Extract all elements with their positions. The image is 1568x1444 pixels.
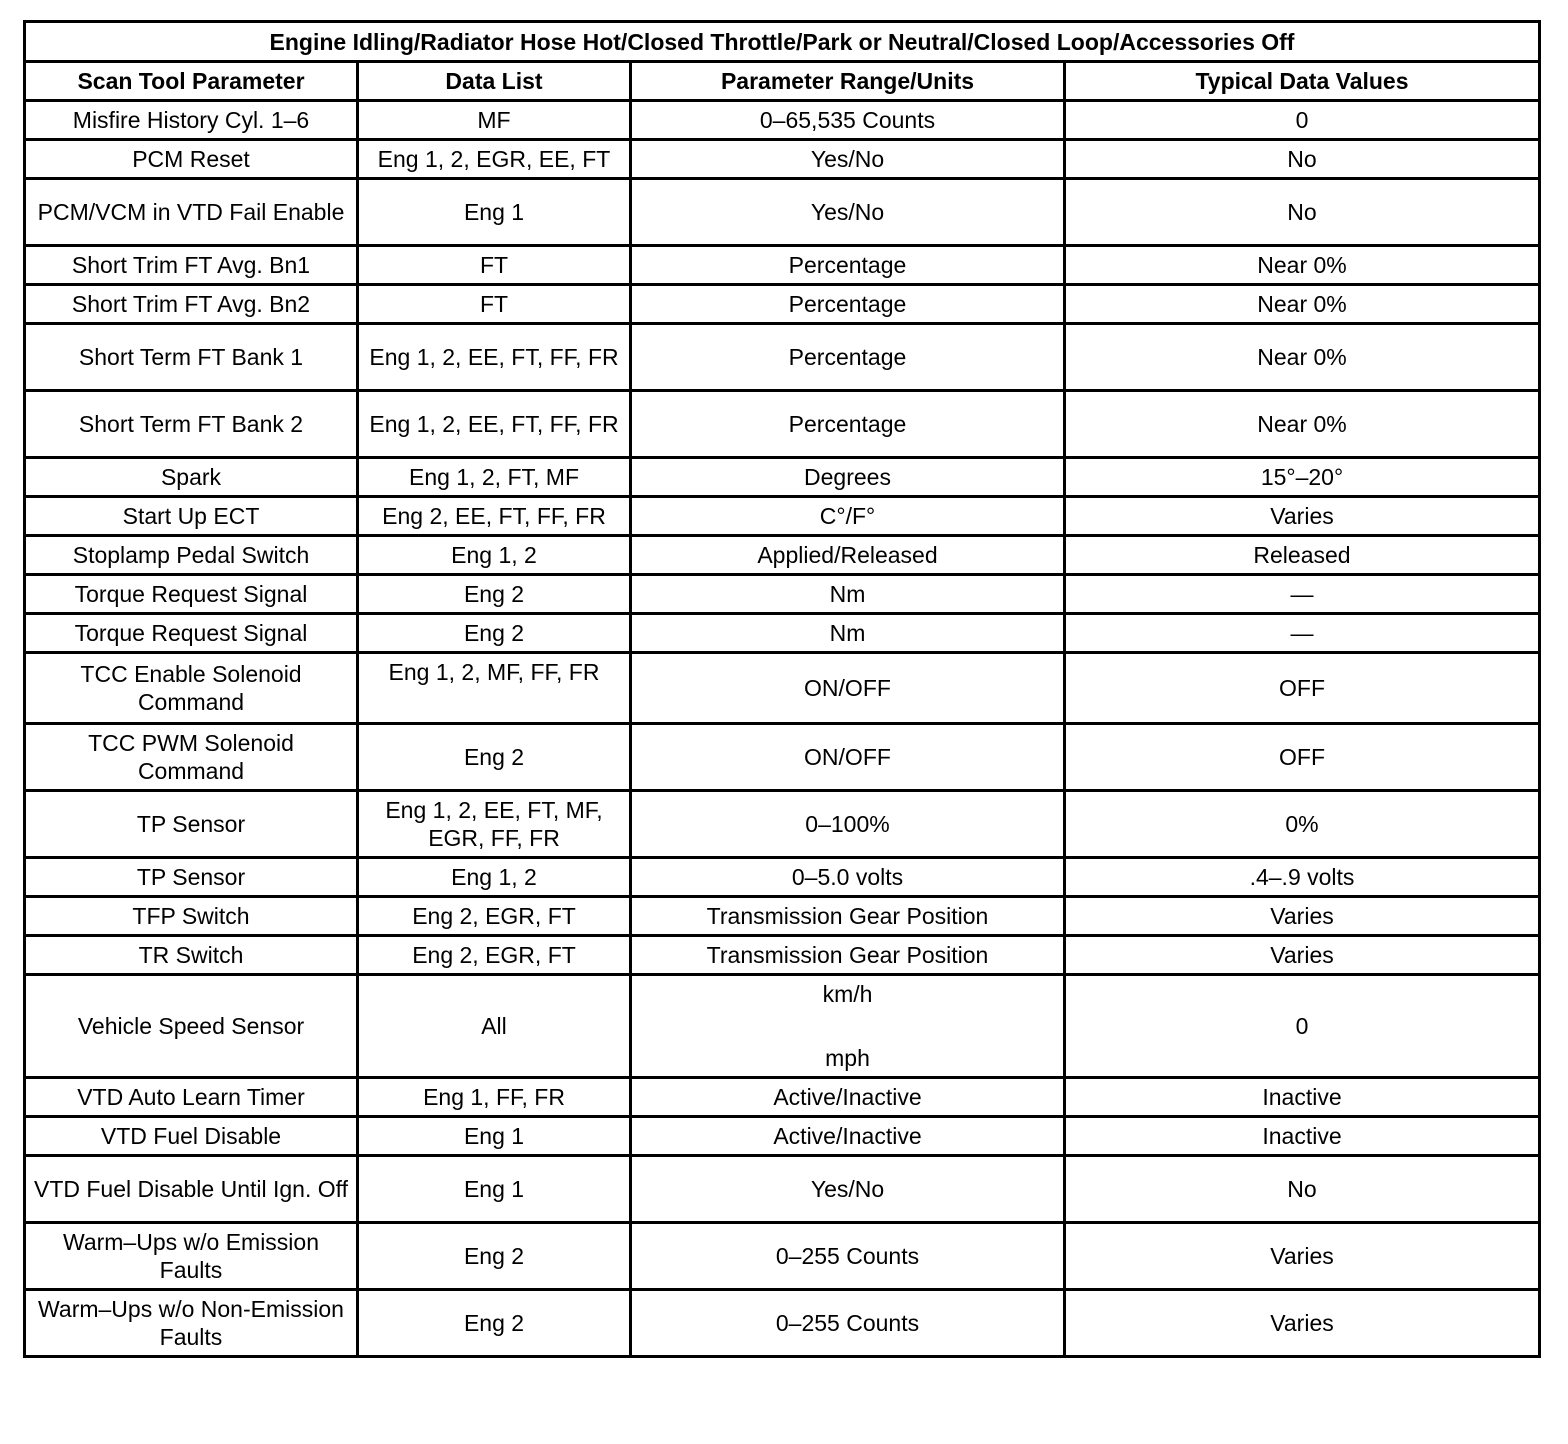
cell-range-units: Yes/No <box>631 1156 1065 1223</box>
cell-data-list: Eng 1, 2 <box>358 536 631 575</box>
cell-typical-value: 0% <box>1065 791 1540 858</box>
cell-parameter: Stoplamp Pedal Switch <box>25 536 358 575</box>
cell-typical-value: OFF <box>1065 724 1540 791</box>
cell-parameter: VTD Fuel Disable <box>25 1117 358 1156</box>
table-row <box>25 614 1540 653</box>
scan-tool-data-document <box>23 20 1538 1358</box>
cell-typical-value: Varies <box>1065 1290 1540 1357</box>
cell-range-units: Percentage <box>631 285 1065 324</box>
cell-data-list: Eng 2, EE, FT, FF, FR <box>358 497 631 536</box>
cell-data-list: Eng 1, 2, MF, FF, FR <box>358 653 631 724</box>
cell-parameter: Start Up ECT <box>25 497 358 536</box>
cell-data-list: FT <box>358 246 631 285</box>
cell-range-units: Nm <box>631 575 1065 614</box>
cell-typical-value: No <box>1065 1156 1540 1223</box>
table-row <box>25 179 1540 246</box>
table-row <box>25 391 1540 458</box>
cell-range-units: 0–5.0 volts <box>631 858 1065 897</box>
cell-data-list: Eng 2, EGR, FT <box>358 936 631 975</box>
column-header-range-units: Parameter Range/Units <box>631 62 1065 101</box>
column-header-typical-values: Typical Data Values <box>1065 62 1540 101</box>
cell-data-list: Eng 1 <box>358 179 631 246</box>
cell-range-units: 0–100% <box>631 791 1065 858</box>
cell-typical-value: 0 <box>1065 101 1540 140</box>
cell-typical-value: No <box>1065 179 1540 246</box>
table-row <box>25 858 1540 897</box>
cell-parameter: VTD Auto Learn Timer <box>25 1078 358 1117</box>
cell-typical-value: Inactive <box>1065 1078 1540 1117</box>
cell-typical-value: Near 0% <box>1065 391 1540 458</box>
cell-range-units: Transmission Gear Position <box>631 897 1065 936</box>
cell-parameter: TP Sensor <box>25 791 358 858</box>
cell-parameter: Warm–Ups w/o Emission Faults <box>25 1223 358 1290</box>
cell-parameter: Short Trim FT Avg. Bn2 <box>25 285 358 324</box>
cell-range-units: Active/Inactive <box>631 1078 1065 1117</box>
cell-parameter: Spark <box>25 458 358 497</box>
cell-data-list: Eng 2, EGR, FT <box>358 897 631 936</box>
cell-range-units: 0–255 Counts <box>631 1223 1065 1290</box>
cell-data-list: Eng 2 <box>358 575 631 614</box>
table-title-row <box>25 22 1540 62</box>
cell-parameter: TCC PWM Solenoid Command <box>25 724 358 791</box>
cell-data-list: Eng 1 <box>358 1117 631 1156</box>
table-row <box>25 536 1540 575</box>
table-row <box>25 653 1540 724</box>
cell-data-list: Eng 2 <box>358 1223 631 1290</box>
cell-data-list: Eng 2 <box>358 614 631 653</box>
cell-parameter: Warm–Ups w/o Non-Emission Faults <box>25 1290 358 1357</box>
cell-range-units: Percentage <box>631 324 1065 391</box>
cell-range-units: Applied/Released <box>631 536 1065 575</box>
table-row <box>25 1078 1540 1117</box>
table-row <box>25 724 1540 791</box>
column-header-data-list: Data List <box>358 62 631 101</box>
table-row <box>25 324 1540 391</box>
cell-parameter: PCM Reset <box>25 140 358 179</box>
table-row <box>25 458 1540 497</box>
cell-parameter: Torque Request Signal <box>25 575 358 614</box>
cell-typical-value: OFF <box>1065 653 1540 724</box>
cell-parameter: Short Trim FT Avg. Bn1 <box>25 246 358 285</box>
cell-range-units: Percentage <box>631 246 1065 285</box>
cell-range-units: Yes/No <box>631 140 1065 179</box>
cell-parameter: TCC Enable Solenoid Command <box>25 653 358 724</box>
cell-typical-value: Inactive <box>1065 1117 1540 1156</box>
cell-range-units <box>631 975 1065 1078</box>
table-body <box>25 101 1540 1357</box>
cell-parameter: Torque Request Signal <box>25 614 358 653</box>
table-row <box>25 1156 1540 1223</box>
cell-range-units: Percentage <box>631 391 1065 458</box>
cell-typical-value: — <box>1065 614 1540 653</box>
cell-typical-value: — <box>1065 575 1540 614</box>
cell-data-list: Eng 1 <box>358 1156 631 1223</box>
cell-range-units: Yes/No <box>631 179 1065 246</box>
cell-typical-value: Varies <box>1065 897 1540 936</box>
cell-data-list: Eng 1, FF, FR <box>358 1078 631 1117</box>
cell-typical-value: Near 0% <box>1065 324 1540 391</box>
cell-data-list: Eng 2 <box>358 1290 631 1357</box>
cell-range-units: 0–65,535 Counts <box>631 101 1065 140</box>
cell-data-list: Eng 1, 2, EE, FT, FF, FR <box>358 324 631 391</box>
column-header-parameter: Scan Tool Parameter <box>25 62 358 101</box>
cell-data-list: Eng 1, 2, FT, MF <box>358 458 631 497</box>
cell-data-list: MF <box>358 101 631 140</box>
cell-parameter: TP Sensor <box>25 858 358 897</box>
cell-data-list: Eng 1, 2 <box>358 858 631 897</box>
scan-tool-data-table <box>23 20 1541 1358</box>
cell-typical-value: Near 0% <box>1065 285 1540 324</box>
cell-parameter: TFP Switch <box>25 897 358 936</box>
cell-parameter: PCM/VCM in VTD Fail Enable <box>25 179 358 246</box>
cell-data-list: Eng 2 <box>358 724 631 791</box>
cell-data-list: All <box>358 975 631 1078</box>
table-row <box>25 140 1540 179</box>
table-row <box>25 575 1540 614</box>
cell-parameter: Vehicle Speed Sensor <box>25 975 358 1078</box>
cell-typical-value: Released <box>1065 536 1540 575</box>
column-header-row <box>25 62 1540 101</box>
speed-units-stack <box>638 980 1057 1072</box>
cell-typical-value: Near 0% <box>1065 246 1540 285</box>
cell-range-units: 0–255 Counts <box>631 1290 1065 1357</box>
table-row <box>25 791 1540 858</box>
table-row <box>25 246 1540 285</box>
cell-parameter: VTD Fuel Disable Until Ign. Off <box>25 1156 358 1223</box>
table-row <box>25 1290 1540 1357</box>
cell-range-units: ON/OFF <box>631 653 1065 724</box>
table-row <box>25 1117 1540 1156</box>
cell-data-list: Eng 1, 2, EE, FT, MF, EGR, FF, FR <box>358 791 631 858</box>
cell-typical-value: Varies <box>1065 1223 1540 1290</box>
unit-mph: mph <box>825 1045 870 1071</box>
table-title: Engine Idling/Radiator Hose Hot/Closed Throttle/Park or Neutral/Closed Loop/Accessories Off <box>25 22 1540 62</box>
cell-parameter: Short Term FT Bank 2 <box>25 391 358 458</box>
table-row <box>25 497 1540 536</box>
cell-typical-value: 15°–20° <box>1065 458 1540 497</box>
cell-range-units: Nm <box>631 614 1065 653</box>
table-row <box>25 897 1540 936</box>
cell-range-units: ON/OFF <box>631 724 1065 791</box>
cell-parameter: Misfire History Cyl. 1–6 <box>25 101 358 140</box>
table-row <box>25 1223 1540 1290</box>
cell-range-units: Degrees <box>631 458 1065 497</box>
cell-range-units: Active/Inactive <box>631 1117 1065 1156</box>
cell-parameter: Short Term FT Bank 1 <box>25 324 358 391</box>
cell-data-list: FT <box>358 285 631 324</box>
unit-kmh: km/h <box>822 981 873 1007</box>
table-row <box>25 975 1540 1078</box>
cell-typical-value: 0 <box>1065 975 1540 1078</box>
cell-typical-value: Varies <box>1065 497 1540 536</box>
table-row <box>25 101 1540 140</box>
cell-data-list: Eng 1, 2, EE, FT, FF, FR <box>358 391 631 458</box>
cell-data-list: Eng 1, 2, EGR, EE, FT <box>358 140 631 179</box>
cell-typical-value: Varies <box>1065 936 1540 975</box>
table-row <box>25 936 1540 975</box>
table-row <box>25 285 1540 324</box>
cell-range-units: Transmission Gear Position <box>631 936 1065 975</box>
cell-typical-value: No <box>1065 140 1540 179</box>
cell-parameter: TR Switch <box>25 936 358 975</box>
cell-range-units: C°/F° <box>631 497 1065 536</box>
cell-typical-value: .4–.9 volts <box>1065 858 1540 897</box>
